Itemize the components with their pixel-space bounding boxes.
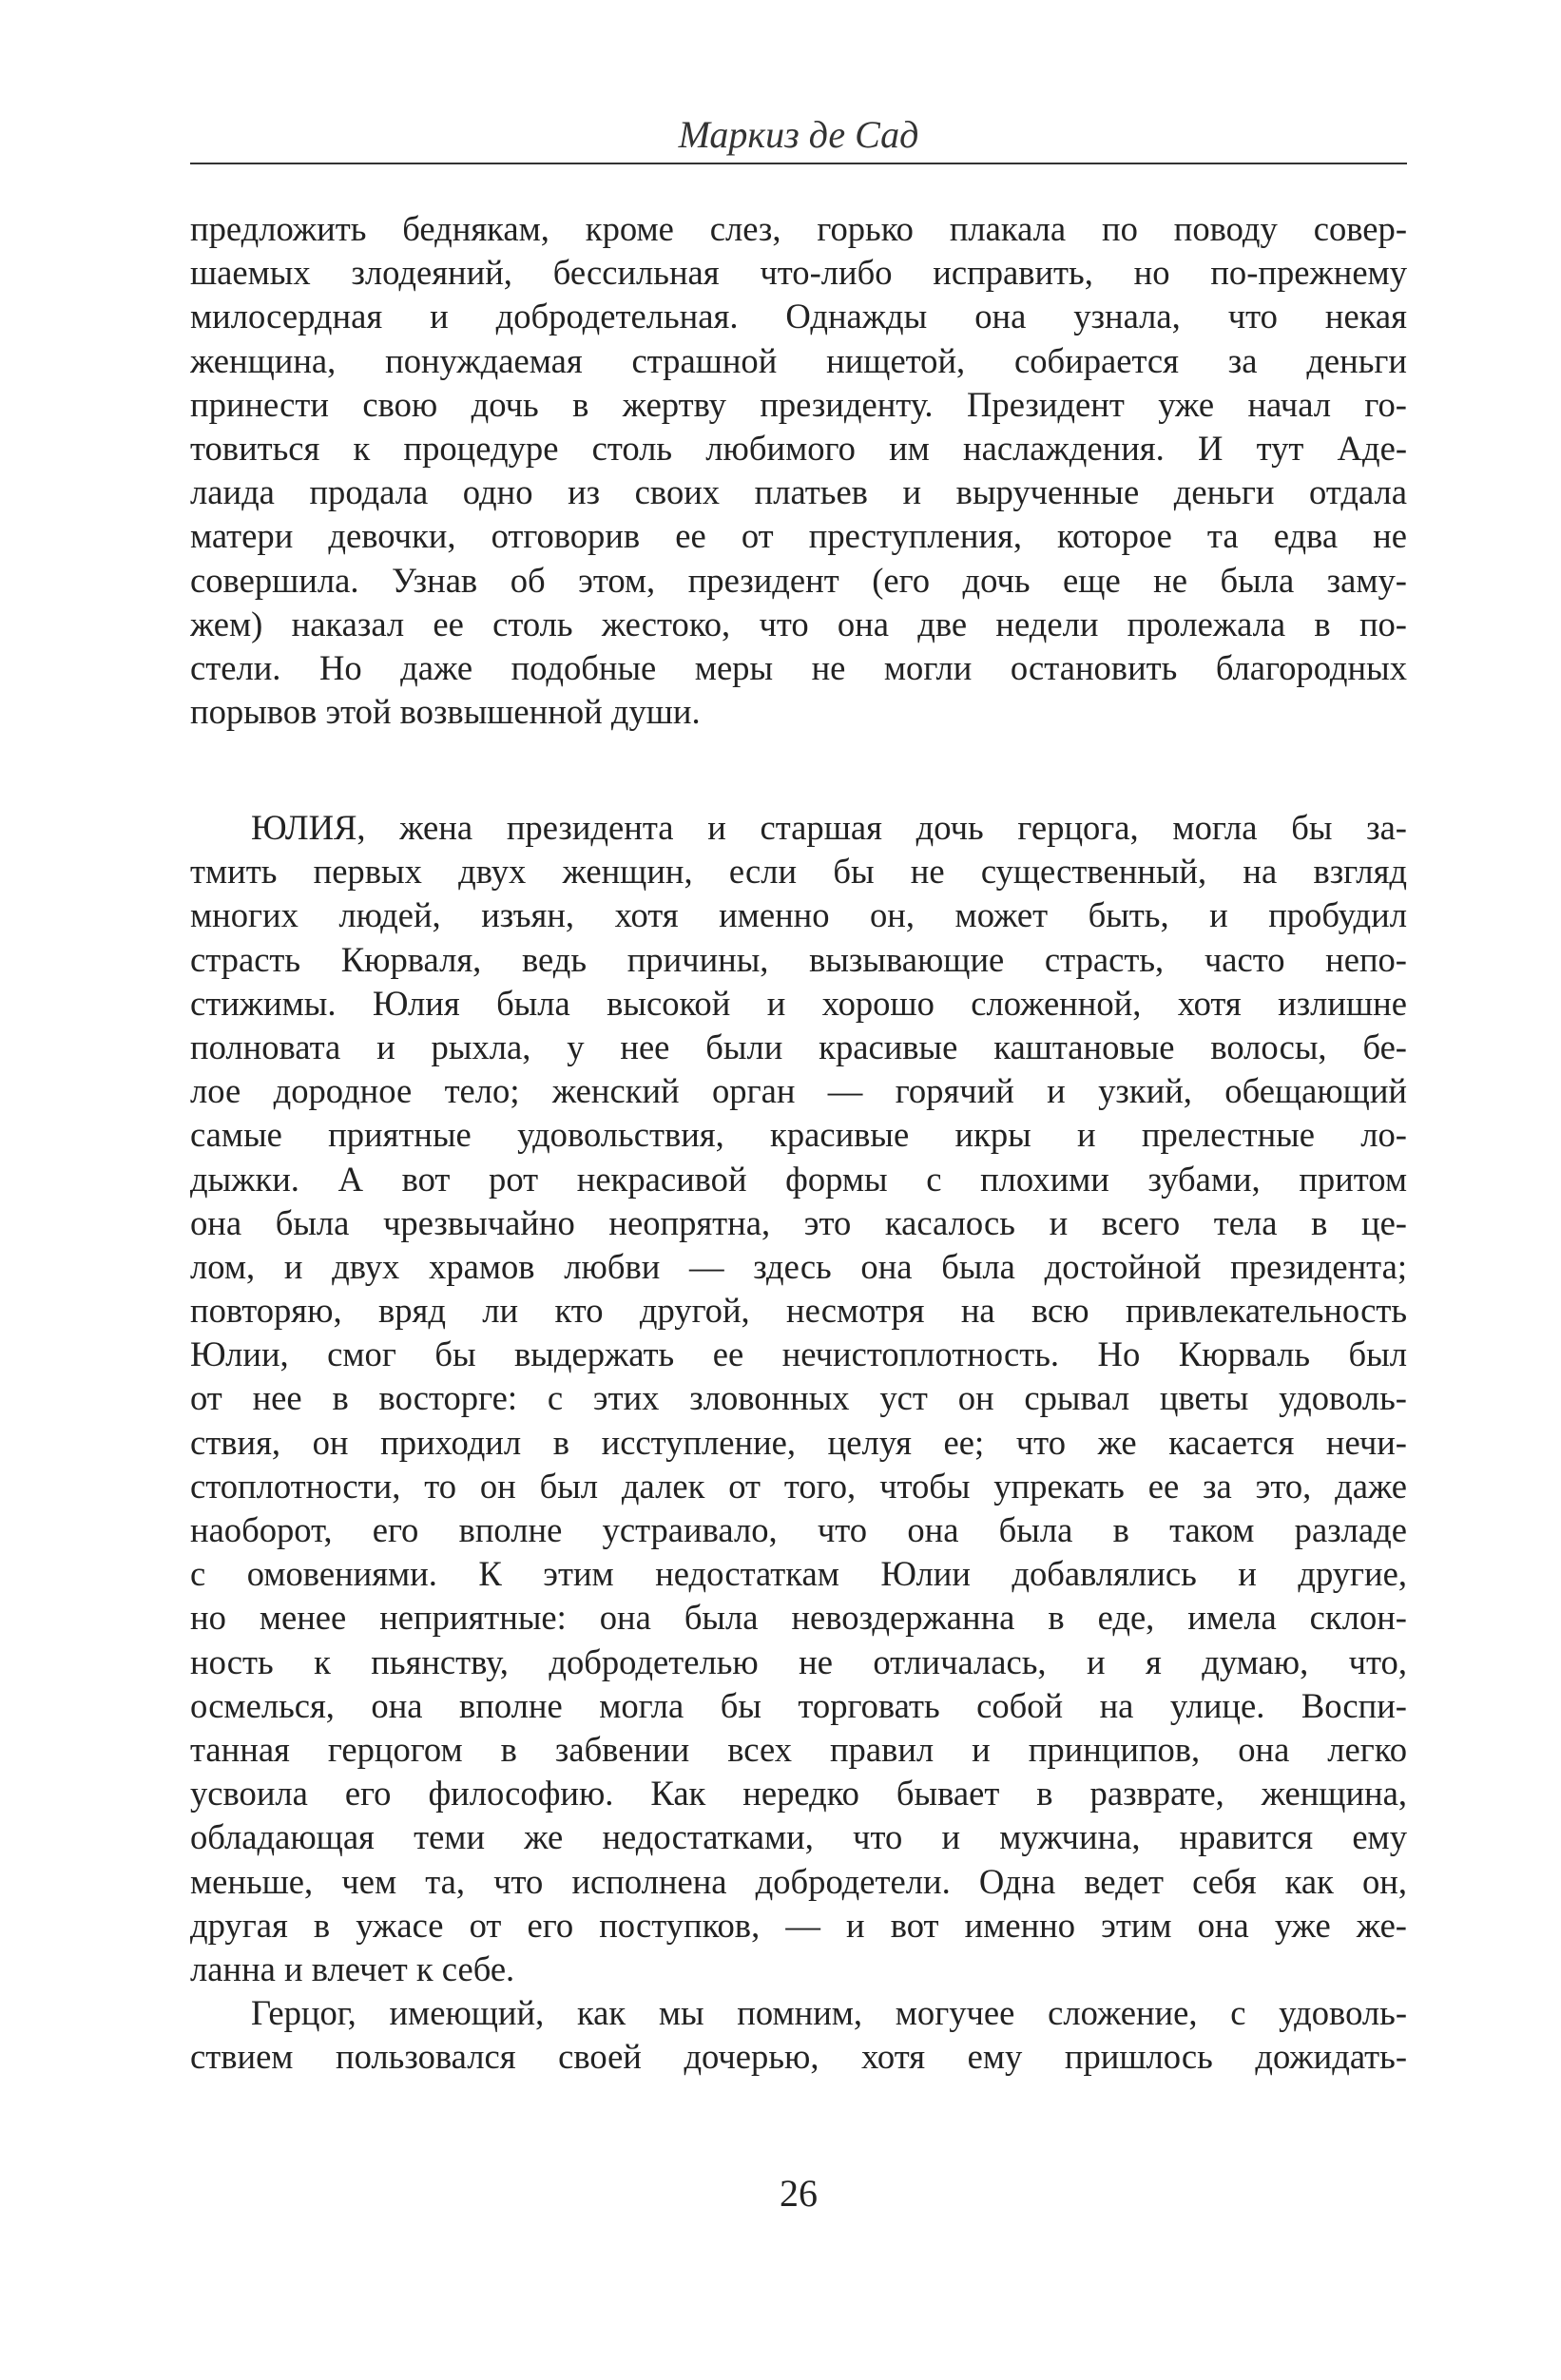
text-line: танная герцогом в забвении всех правил и принципов, она легко bbox=[190, 1729, 1407, 1769]
text-line: стоплотности, то он был далек от того, чтобы упрекать ее за это, даже bbox=[190, 1466, 1407, 1506]
text-line: товиться к процедуре столь любимого им наслаждения. И тут Аде- bbox=[190, 428, 1407, 468]
text-line: Герцог, имеющий, как мы помним, могучее сложение, с удоволь- bbox=[251, 1993, 1407, 2033]
text-line: ЮЛИЯ, жена президента и старшая дочь герцога, могла бы за- bbox=[251, 808, 1407, 847]
text-line: порывов этой возвышенной души. bbox=[190, 692, 701, 732]
text-line: многих людей, изъян, хотя именно он, может быть, и пробудил bbox=[190, 895, 1407, 935]
text-line: обладающая теми же недостатками, что и мужчина, нравится ему bbox=[190, 1817, 1407, 1857]
text-line: меньше, чем та, что исполнена добродетели. Одна ведет себя как он, bbox=[190, 1861, 1407, 1901]
text-block-main bbox=[190, 806, 1407, 2079]
text-line: ланна и влечет к себе. bbox=[190, 1948, 515, 1988]
text-line: страсть Кюрваля, ведь причины, вызывающие страсть, часто непо- bbox=[190, 939, 1407, 979]
text-line: другая в ужасе от его поступков, — и вот именно этим она уже же- bbox=[190, 1905, 1407, 1945]
text-line: наоборот, его вполне устраивало, что она была в таком разладе bbox=[190, 1510, 1407, 1549]
text-line: ствия, он приходил в исступление, целуя ее; что же касается нечи- bbox=[190, 1422, 1407, 1462]
text-line: ность к пьянству, добродетелью не отличалась, и я думаю, что, bbox=[190, 1641, 1407, 1681]
running-head: Маркиз де Сад bbox=[678, 113, 919, 156]
text-line: женщина, понуждаемая страшной нищетой, собирается за деньги bbox=[190, 340, 1407, 380]
text-line: повторяю, вряд ли кто другой, несмотря на всю привлекательность bbox=[190, 1291, 1407, 1331]
text-line: шаемых злодеяний, бессильная что-либо исправить, но по-прежнему bbox=[190, 253, 1407, 293]
text-line: стижимы. Юлия была высокой и хорошо сложенной, хотя излишне bbox=[190, 983, 1407, 1023]
text-line: совершила. Узнав об этом, президент (его дочь еще не была заму- bbox=[190, 560, 1407, 600]
text-line: Юлии, смог бы выдержать ее нечистоплотность. Но Кюрваль был bbox=[190, 1334, 1407, 1374]
text-line: принести свою дочь в жертву президенту. Президент уже начал го- bbox=[190, 384, 1407, 424]
text-line: полновата и рыхла, у нее были красивые каштановые волосы, бе- bbox=[190, 1027, 1407, 1066]
text-line: милосердная и добродетельная. Однажды она узнала, что некая bbox=[190, 297, 1407, 336]
text-line: лаида продала одно из своих платьев и вырученные деньги отдала bbox=[190, 472, 1407, 512]
text-line: с омовениями. К этим недостаткам Юлии добавлялись и другие, bbox=[190, 1554, 1407, 1594]
text-line: усвоила его философию. Как нередко бывает в разврате, женщина, bbox=[190, 1774, 1407, 1814]
text-line: предложить беднякам, кроме слез, горько плакала по поводу совер- bbox=[190, 209, 1407, 248]
header-rule bbox=[190, 163, 1407, 164]
text-line: тмить первых двух женщин, если бы не существенный, на взгляд bbox=[190, 852, 1407, 892]
text-line: но менее неприятные: она была невоздержанна в еде, имела склон- bbox=[190, 1598, 1407, 1638]
text-line: она была чрезвычайно неопрятна, это касалось и всего тела в це- bbox=[190, 1202, 1407, 1242]
text-block-top bbox=[190, 207, 1407, 734]
text-line: самые приятные удовольствия, красивые икры и прелестные ло- bbox=[190, 1115, 1407, 1155]
text-line: стели. Но даже подобные меры не могли остановить благородных bbox=[190, 647, 1407, 687]
paragraph-adelaida bbox=[190, 207, 1407, 734]
text-line: от нее в восторге: с этих зловонных уст он срывал цветы удоволь- bbox=[190, 1378, 1407, 1418]
text-line: дыжки. А вот рот некрасивой формы с плохими зубами, притом bbox=[190, 1159, 1407, 1199]
paragraph-julia bbox=[190, 806, 1407, 1991]
text-line: лом, и двух храмов любви — здесь она была достойной президента; bbox=[190, 1246, 1407, 1286]
text-line: осмелься, она вполне могла бы торговать собой на улице. Воспи- bbox=[190, 1685, 1407, 1725]
text-line: жем) наказал ее столь жестоко, что она две недели пролежала в по- bbox=[190, 604, 1407, 643]
text-line: лое дородное тело; женский орган — горячий и узкий, обещающий bbox=[190, 1071, 1407, 1111]
text-line: матери девочки, отговорив ее от преступления, которое та едва не bbox=[190, 516, 1407, 556]
page-number: 26 bbox=[780, 2172, 818, 2215]
paragraph-duke bbox=[190, 1991, 1407, 2079]
text-line: ствием пользовался своей дочерью, хотя ему пришлось дожидать- bbox=[190, 2037, 1407, 2077]
